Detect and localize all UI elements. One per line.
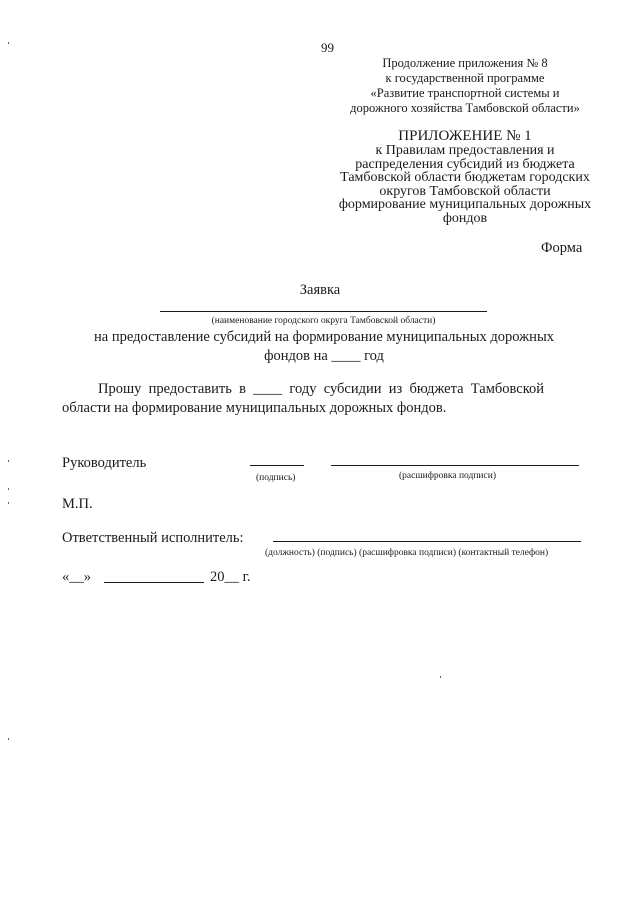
request-line2: области на формирование муниципальных дорожных фондов. xyxy=(62,400,447,416)
continuation-header-line: дорожного хозяйства Тамбовской области» xyxy=(350,101,580,115)
scan-speck xyxy=(8,502,9,504)
continuation-header-line: Продолжение приложения № 8 xyxy=(382,56,548,70)
municipality-name-line xyxy=(160,311,487,312)
municipality-caption: (наименование городского округа Тамбовской области) xyxy=(211,316,436,326)
date-year: 20__ г. xyxy=(210,569,251,585)
appendix-line: фондов xyxy=(442,210,488,226)
page-number: 99 xyxy=(321,40,334,55)
head-decoding-caption: (расшифровка подписи) xyxy=(399,471,496,481)
application-purpose-line2: фондов на ____ год xyxy=(264,348,384,364)
application-purpose-line1: на предоставление субсидий на формирование муниципальных дорожных xyxy=(94,329,554,345)
appendix-line: Тамбовской области бюджетам городских xyxy=(340,170,590,186)
appendix-line: округов Тамбовской области xyxy=(379,183,551,199)
date-day: «__» xyxy=(62,569,91,585)
head-signature-caption: (подпись) xyxy=(256,473,296,483)
head-decoding-line xyxy=(331,465,579,466)
executor-caption: (должность) (подпись) (расшифровка подписи) (контактный телефон) xyxy=(265,548,549,558)
appendix-line: к Правилам предоставления и xyxy=(375,143,555,158)
form-label: Форма xyxy=(541,240,583,256)
scan-speck xyxy=(8,460,9,462)
executor-label: Ответственный исполнитель: xyxy=(62,530,244,546)
scan-speck xyxy=(8,488,9,490)
appendix-line: формирование муниципальных дорожных xyxy=(338,197,592,213)
scan-speck xyxy=(8,738,9,740)
appendix-block xyxy=(315,128,615,226)
head-label: Руководитель xyxy=(62,455,147,471)
appendix-line: распределения субсидий из бюджета xyxy=(355,156,575,172)
request-line1: Прошу предоставить в ____ году субсидии из бюджета Тамбовской xyxy=(98,381,545,397)
scan-speck xyxy=(440,676,441,678)
appendix-title: ПРИЛОЖЕНИЕ № 1 xyxy=(398,128,532,144)
continuation-header-line: «Развитие транспортной системы и xyxy=(370,86,560,100)
date-month-line xyxy=(104,582,204,583)
stamp-label: М.П. xyxy=(62,496,93,512)
head-signature-line xyxy=(250,465,304,466)
application-title: Заявка xyxy=(299,282,341,298)
continuation-header xyxy=(330,56,600,116)
continuation-header-line: к государственной программе xyxy=(385,71,545,85)
executor-line xyxy=(273,541,581,542)
scan-speck xyxy=(8,42,9,44)
